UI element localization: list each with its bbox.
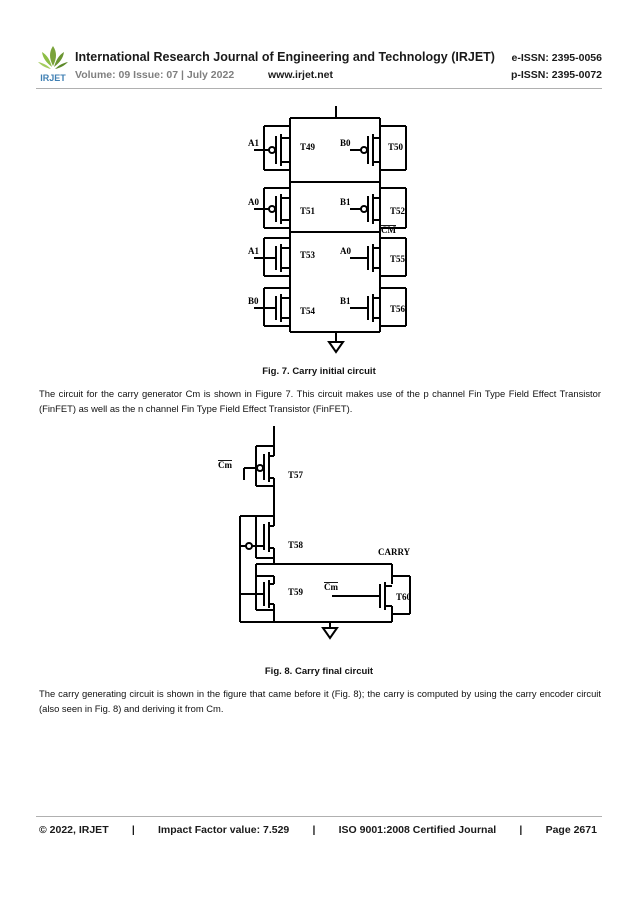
label-cm: CM [381, 225, 396, 235]
label-b0-bot: B0 [248, 296, 259, 306]
label-a0-mid: A0 [248, 197, 259, 207]
irjet-logo [36, 44, 70, 84]
figure-8-circuit [212, 424, 420, 646]
volume-issue: Volume: 09 Issue: 07 | July 2022 [75, 69, 235, 81]
page-header [36, 44, 602, 88]
journal-website-link[interactable]: www.irjet.net [268, 69, 333, 81]
footer-impact-factor: Impact Factor value: 7.529 [157, 824, 290, 836]
header-divider [36, 88, 602, 89]
label-b0-top: B0 [340, 138, 351, 148]
journal-title: International Research Journal of Engineering and Technology (IRJET) [75, 50, 495, 64]
label-t51: T51 [300, 206, 316, 216]
figure-7-circuit [240, 104, 410, 356]
footer-divider [36, 816, 602, 817]
figure-8-caption: Fig. 8. Carry final circuit [264, 666, 374, 677]
label-b1-bot: B1 [340, 296, 351, 306]
label-t60: T60 [396, 592, 412, 602]
label-a0-bot: A0 [340, 246, 351, 256]
label-t53: T53 [300, 250, 316, 260]
label-b1-mid: B1 [340, 197, 351, 207]
figure-7-caption: Fig. 7. Carry initial circuit [262, 366, 376, 377]
footer-separator: | [312, 824, 316, 836]
label-t52: T52 [390, 206, 406, 216]
footer-page-number: Page 2671 [545, 824, 597, 836]
page-footer [39, 824, 597, 836]
label-a1-bot: A1 [248, 246, 259, 256]
footer-iso: ISO 9001:2008 Certified Journal [338, 824, 497, 836]
label-carry: CARRY [378, 547, 411, 557]
footer-separator: | [131, 824, 135, 836]
paragraph-1: The circuit for the carry generator Cm is shown in Figure 7. This circuit makes use of the p channel Fin Type Field Effect Transistor (FinFET) as well as the n channel Fin Type Field Effect Transistor (FinFET). [39, 388, 601, 414]
label-t49: T49 [300, 142, 316, 152]
logo-text: IRJET [40, 73, 66, 83]
paragraph-2: The carry generating circuit is shown in the figure that came before it (Fig. 8); the carry is computed by using the carry encoder circuit (also seen in Fig. 8) and deriving it from Cm. [39, 688, 601, 714]
label-t56: T56 [390, 304, 406, 314]
label-t58: T58 [288, 540, 304, 550]
label-t54: T54 [300, 306, 316, 316]
label-cm-bar-bot: Cm [324, 582, 338, 592]
pissn: p-ISSN: 2395-0072 [510, 69, 602, 81]
label-a1-top: A1 [248, 138, 259, 148]
label-cm-bar-top: Cm [218, 460, 232, 470]
label-t55: T55 [390, 254, 406, 264]
label-t50: T50 [388, 142, 404, 152]
label-t57: T57 [288, 470, 304, 480]
label-t59: T59 [288, 587, 304, 597]
ground-symbol [329, 342, 343, 352]
eissn: e-ISSN: 2395-0056 [511, 52, 602, 64]
footer-copyright: © 2022, IRJET [39, 824, 109, 836]
ground-symbol [323, 628, 337, 638]
footer-separator: | [519, 824, 523, 836]
